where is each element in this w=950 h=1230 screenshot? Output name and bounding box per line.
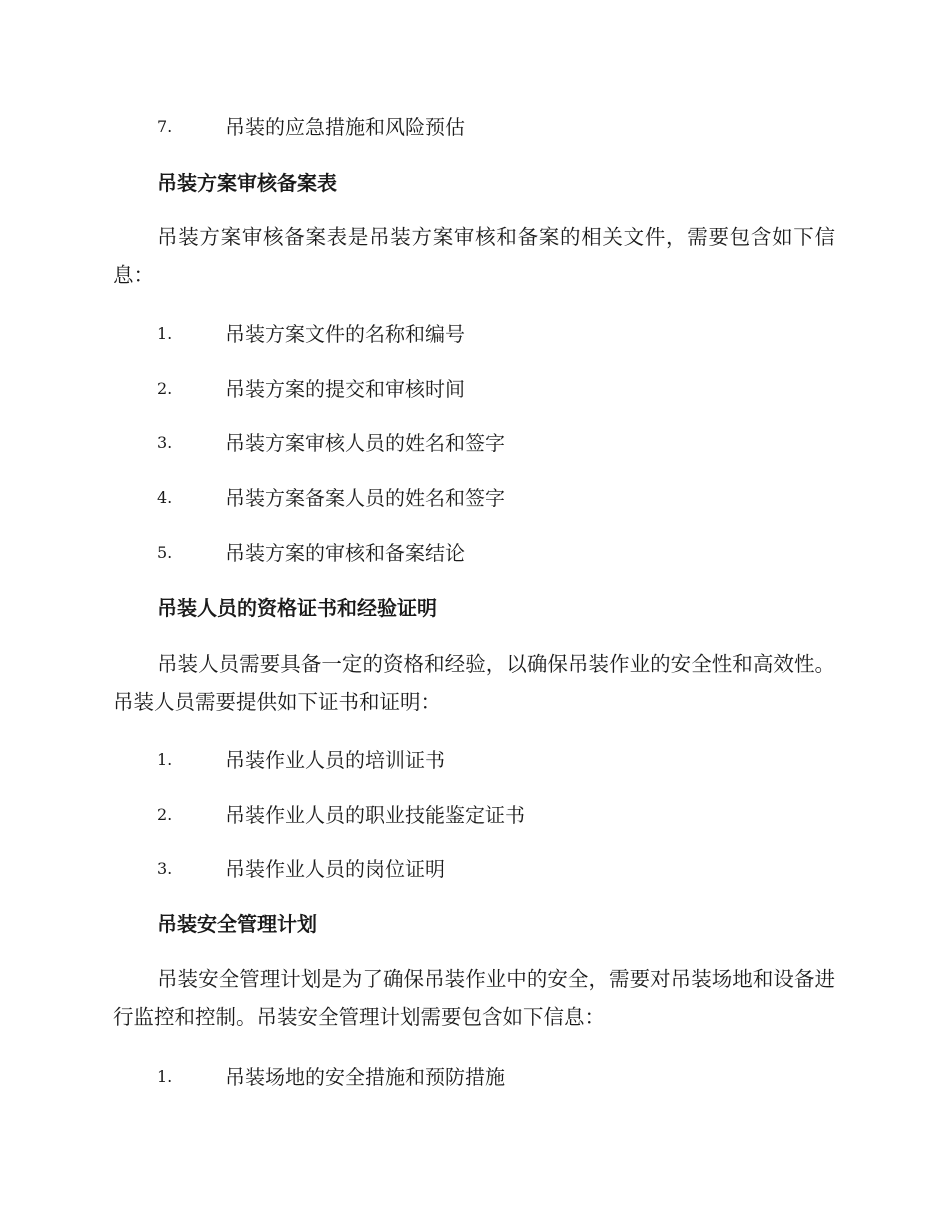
- list-number: 5.: [157, 543, 173, 562]
- list-text: 吊装方案文件的名称和编号: [225, 322, 465, 346]
- list-number: 1.: [157, 1067, 173, 1086]
- list-text: 吊装作业人员的培训证书: [225, 748, 445, 772]
- paragraph: 吊装方案审核备案表是吊装方案审核和备案的相关文件，需要包含如下信息：: [113, 225, 835, 287]
- list-number: 4.: [157, 488, 173, 507]
- list-number: 2.: [157, 379, 173, 398]
- list-number: 7.: [157, 117, 173, 136]
- list-text: 吊装场地的安全措施和预防措施: [225, 1065, 505, 1089]
- section-heading: 吊装方案审核备案表: [157, 171, 337, 195]
- list-number: 1.: [157, 750, 173, 769]
- list-text: 吊装方案的提交和审核时间: [225, 377, 465, 401]
- paragraph: 吊装安全管理计划是为了确保吊装作业中的安全，需要对吊装场地和设备进行监控和控制。吊装安全管理计划需要包含如下信息：: [113, 967, 835, 1029]
- list-number: 2.: [157, 805, 173, 824]
- list-text: 吊装的应急措施和风险预估: [225, 115, 465, 139]
- list-number: 3.: [157, 859, 173, 878]
- section-heading: 吊装安全管理计划: [157, 912, 317, 936]
- list-number: 3.: [157, 433, 173, 452]
- list-text: 吊装作业人员的岗位证明: [225, 857, 445, 881]
- list-text: 吊装作业人员的职业技能鉴定证书: [225, 803, 525, 827]
- list-text: 吊装方案的审核和备案结论: [225, 541, 465, 565]
- list-text: 吊装方案审核人员的姓名和签字: [225, 431, 505, 455]
- list-text: 吊装方案备案人员的姓名和签字: [225, 486, 505, 510]
- list-number: 1.: [157, 324, 173, 343]
- section-heading: 吊装人员的资格证书和经验证明: [157, 596, 437, 620]
- paragraph: 吊装人员需要具备一定的资格和经验，以确保吊装作业的安全性和高效性。吊装人员需要提供如下证书和证明：: [113, 652, 835, 714]
